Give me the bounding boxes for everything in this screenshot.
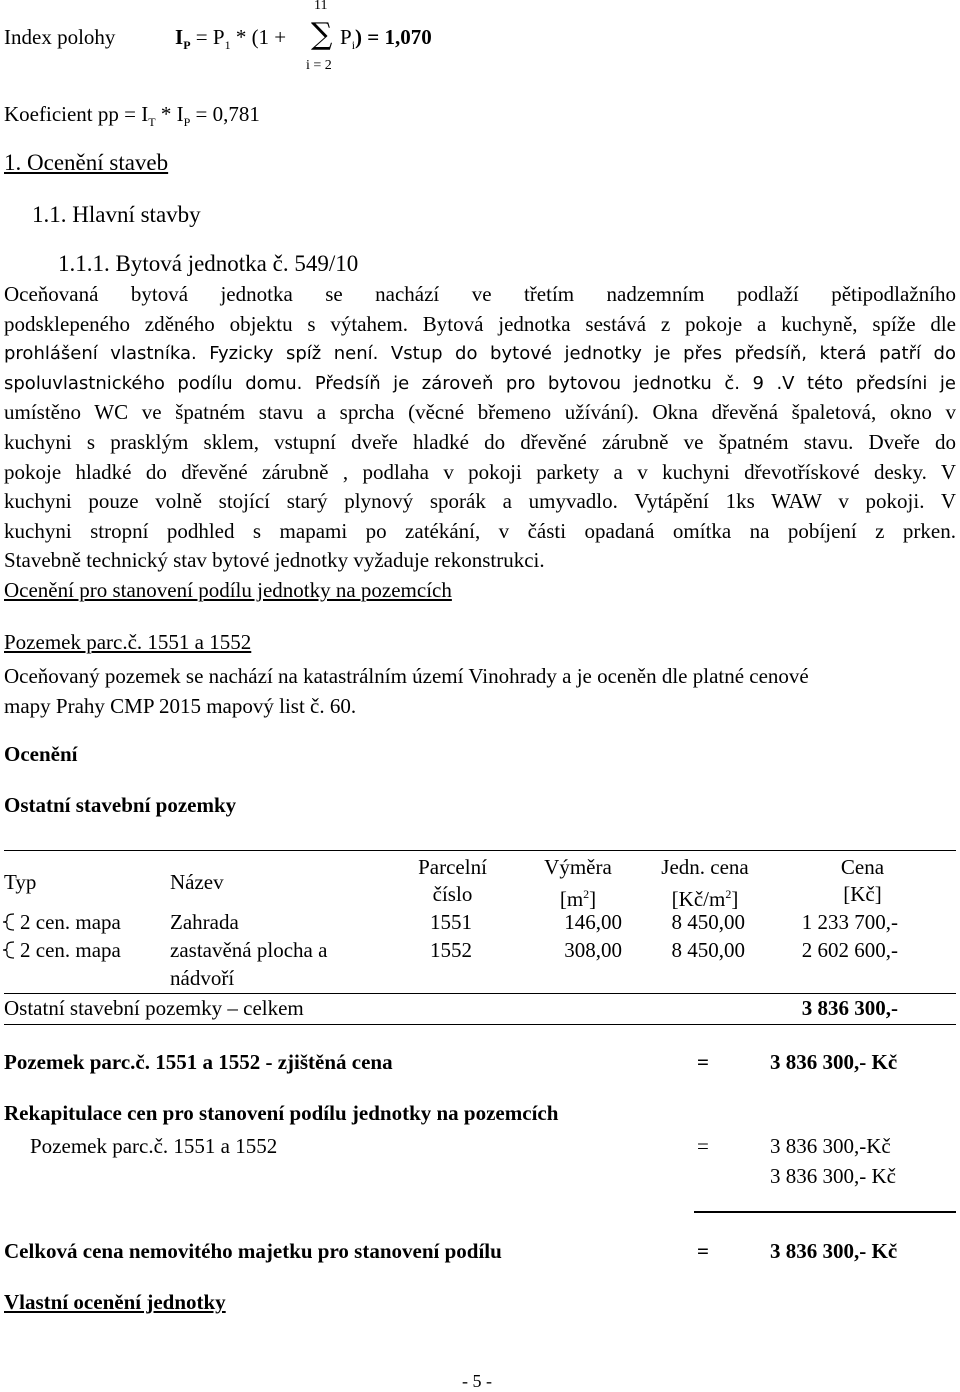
parcelni-line-1: Parcelní [418,855,487,879]
pi-symbol: P [340,25,352,49]
zjistena-eq: = [697,1050,709,1074]
pi-subscript: i [351,38,356,53]
col-header-jedn-cena [640,854,770,913]
parcelni-line-2: číslo [432,882,473,906]
col-header-typ: Typ [4,870,37,894]
vlastni-oceneni-heading: Vlastní ocenění jednotky [4,1290,226,1314]
table-top-rule [4,850,956,851]
jedn-close: ] [731,887,739,911]
index-polohy-formula [175,25,286,53]
col-header-vymera [523,854,633,913]
koef-p-sub: P [183,115,191,130]
table-bottom-rule [4,1024,956,1025]
row-cena: 2 602 600,- [801,938,898,962]
land-line: Oceňovaný pozemek se nachází na katastrálním území Vinohrady a je oceněn dle platné cenové [4,664,809,688]
koef-text-c: = 0,781 [195,102,260,126]
celkova-label: Celková cena nemovitého majetku pro stanovení podílu [4,1239,502,1263]
table-total-label: Ostatní stavební pozemky – celkem [4,996,304,1020]
description-line: Oceňovaná bytová jednotka se nachází ve třetím nadzemním podlaží pětipodlažního [4,282,956,306]
jedn-unit: [Kč/m [671,887,726,911]
ip-symbol: I [175,25,184,49]
row-typ: 2 cen. mapa [20,910,121,934]
heading-bytova-jednotka: 1.1.1. Bytová jednotka č. 549/10 [58,251,359,276]
row-nazev: zastavěná plocha a [170,938,328,962]
rekap-sum-rule [694,1211,956,1213]
vymera-line-1: Výměra [544,855,612,879]
col-header-parcelni [395,854,510,908]
description-line: kuchyni pouze volně stojící starý plynový sporák a umyvadlo. Vytápění 1ks WAW v pokoji. V [4,489,956,514]
sum-icon: ∑ [311,17,333,52]
description-line: prohlášení vlastníka. Fyzicky spíž není. Vstup do bytové jednotky je přes předsíň, která patří do [4,343,956,365]
koef-text-b: * I [160,102,184,126]
description-line: umístěno WC ve špatném stavu a sprcha (věcné břemeno užívání). Okna dřevěná špaletová, okno v [4,400,956,425]
index-polohy-label: Index polohy [4,25,116,49]
heading-hlavni-stavby: 1.1. Hlavní stavby [32,202,201,227]
cena-line-2: [Kč] [843,882,882,906]
row-vymera: 308,00 [564,938,622,962]
jedn-line-1: Jedn. cena [661,855,749,879]
celkova-eq: = [697,1239,709,1263]
formula-result [340,25,432,53]
rekap-eq: = [697,1134,709,1158]
description-line: spoluvlastnického podílu domu. Předsíň je zároveň pro bytovou jednotku č. 9 .V této předsíni je [4,372,956,394]
koef-t-sub: T [148,115,156,130]
col-header-nazev: Název [170,870,224,894]
page-number: - 5 - [462,1371,492,1391]
ostatni-heading: Ostatní stavební pozemky [4,793,237,817]
formula-eq: = P [195,25,225,49]
row-jedn: 8 450,00 [671,938,745,962]
description-line: Stavebně technický stav bytové jednotky vyžaduje rekonstrukci. [4,548,545,573]
vymera-sup: 2 [583,887,590,901]
rekap-item-label: Pozemek parc.č. 1551 a 1552 [30,1134,278,1158]
sum-lower-limit: i = 2 [306,58,332,73]
rekap-heading: Rekapitulace cen pro stanovení podílu jednotky na pozemcích [4,1101,559,1125]
col-header-cena [800,854,925,908]
ip-subscript: P [183,38,191,53]
description-paragraph [4,280,956,576]
rekap-sum-value: 3 836 300,- Kč [770,1164,896,1188]
parcel-heading: Pozemek parc.č. 1551 a 1552 [4,630,252,654]
formula-mid: * (1 + [235,25,287,49]
land-paragraph [4,662,956,721]
index-result: ) = 1,070 [355,25,432,49]
zjistena-value: 3 836 300,- Kč [770,1050,898,1074]
row-cena: 1 233 700,- [801,910,898,934]
land-line: mapy Prahy CMP 2015 mapový list č. 60. [4,693,357,718]
row-nazev: Zahrada [170,910,239,934]
sum-upper-limit: 11 [314,0,328,13]
row-jedn: 8 450,00 [671,910,745,934]
vymera-unit: [m [559,887,584,911]
vymera-line-2 [523,881,633,913]
koeficient-line [4,102,260,130]
jedn-line-2 [640,881,770,913]
table-total-value: 3 836 300,- [801,996,898,1020]
description-line: podsklepeného zděného objektu s výtahem. Bytová jednotka sestává z pokoje a kuchyně, spíže dle [4,311,956,336]
table-row [0,938,960,994]
koef-text-a: Koeficient pp = I [4,102,149,126]
table-total-rule [4,993,956,994]
p1-subscript: 1 [224,38,231,53]
jedn-sup: 2 [725,887,732,901]
section-land-heading: Ocenění pro stanovení podílu jednotky na pozemcích [4,578,452,602]
vymera-close: ] [589,887,597,911]
row-typ: 2 cen. mapa [20,938,121,962]
row-nazev-cont: nádvoří [170,966,235,990]
cena-line-1: Cena [840,855,885,879]
description-line: kuchyni stropní podhled s mapami po zatékání, v části opadaná omítka na pobíjení z prken. [4,518,956,543]
table-row [0,910,960,938]
celkova-value: 3 836 300,- Kč [770,1239,898,1263]
row-parcela: 1552 [430,938,472,962]
description-line: pokoje hladké do dřevěné zárubně , podlaha v pokoji parkety a v kuchyni dřevotřískové desky. V [4,459,956,484]
row-parcela: 1551 [430,910,472,934]
description-line: kuchyni s prasklým sklem, vstupní dveře hladké do dřevěné zárubně ve špatném stavu. Dveře do [4,429,956,454]
row-vymera: 146,00 [564,910,622,934]
oceneni-heading: Ocenění [4,742,78,766]
heading-oceneni-staveb: 1. Ocenění staveb [4,150,169,175]
rekap-item-value: 3 836 300,-Kč [770,1134,891,1158]
zjistena-label: Pozemek parc.č. 1551 a 1552 - zjištěná cena [4,1050,393,1074]
